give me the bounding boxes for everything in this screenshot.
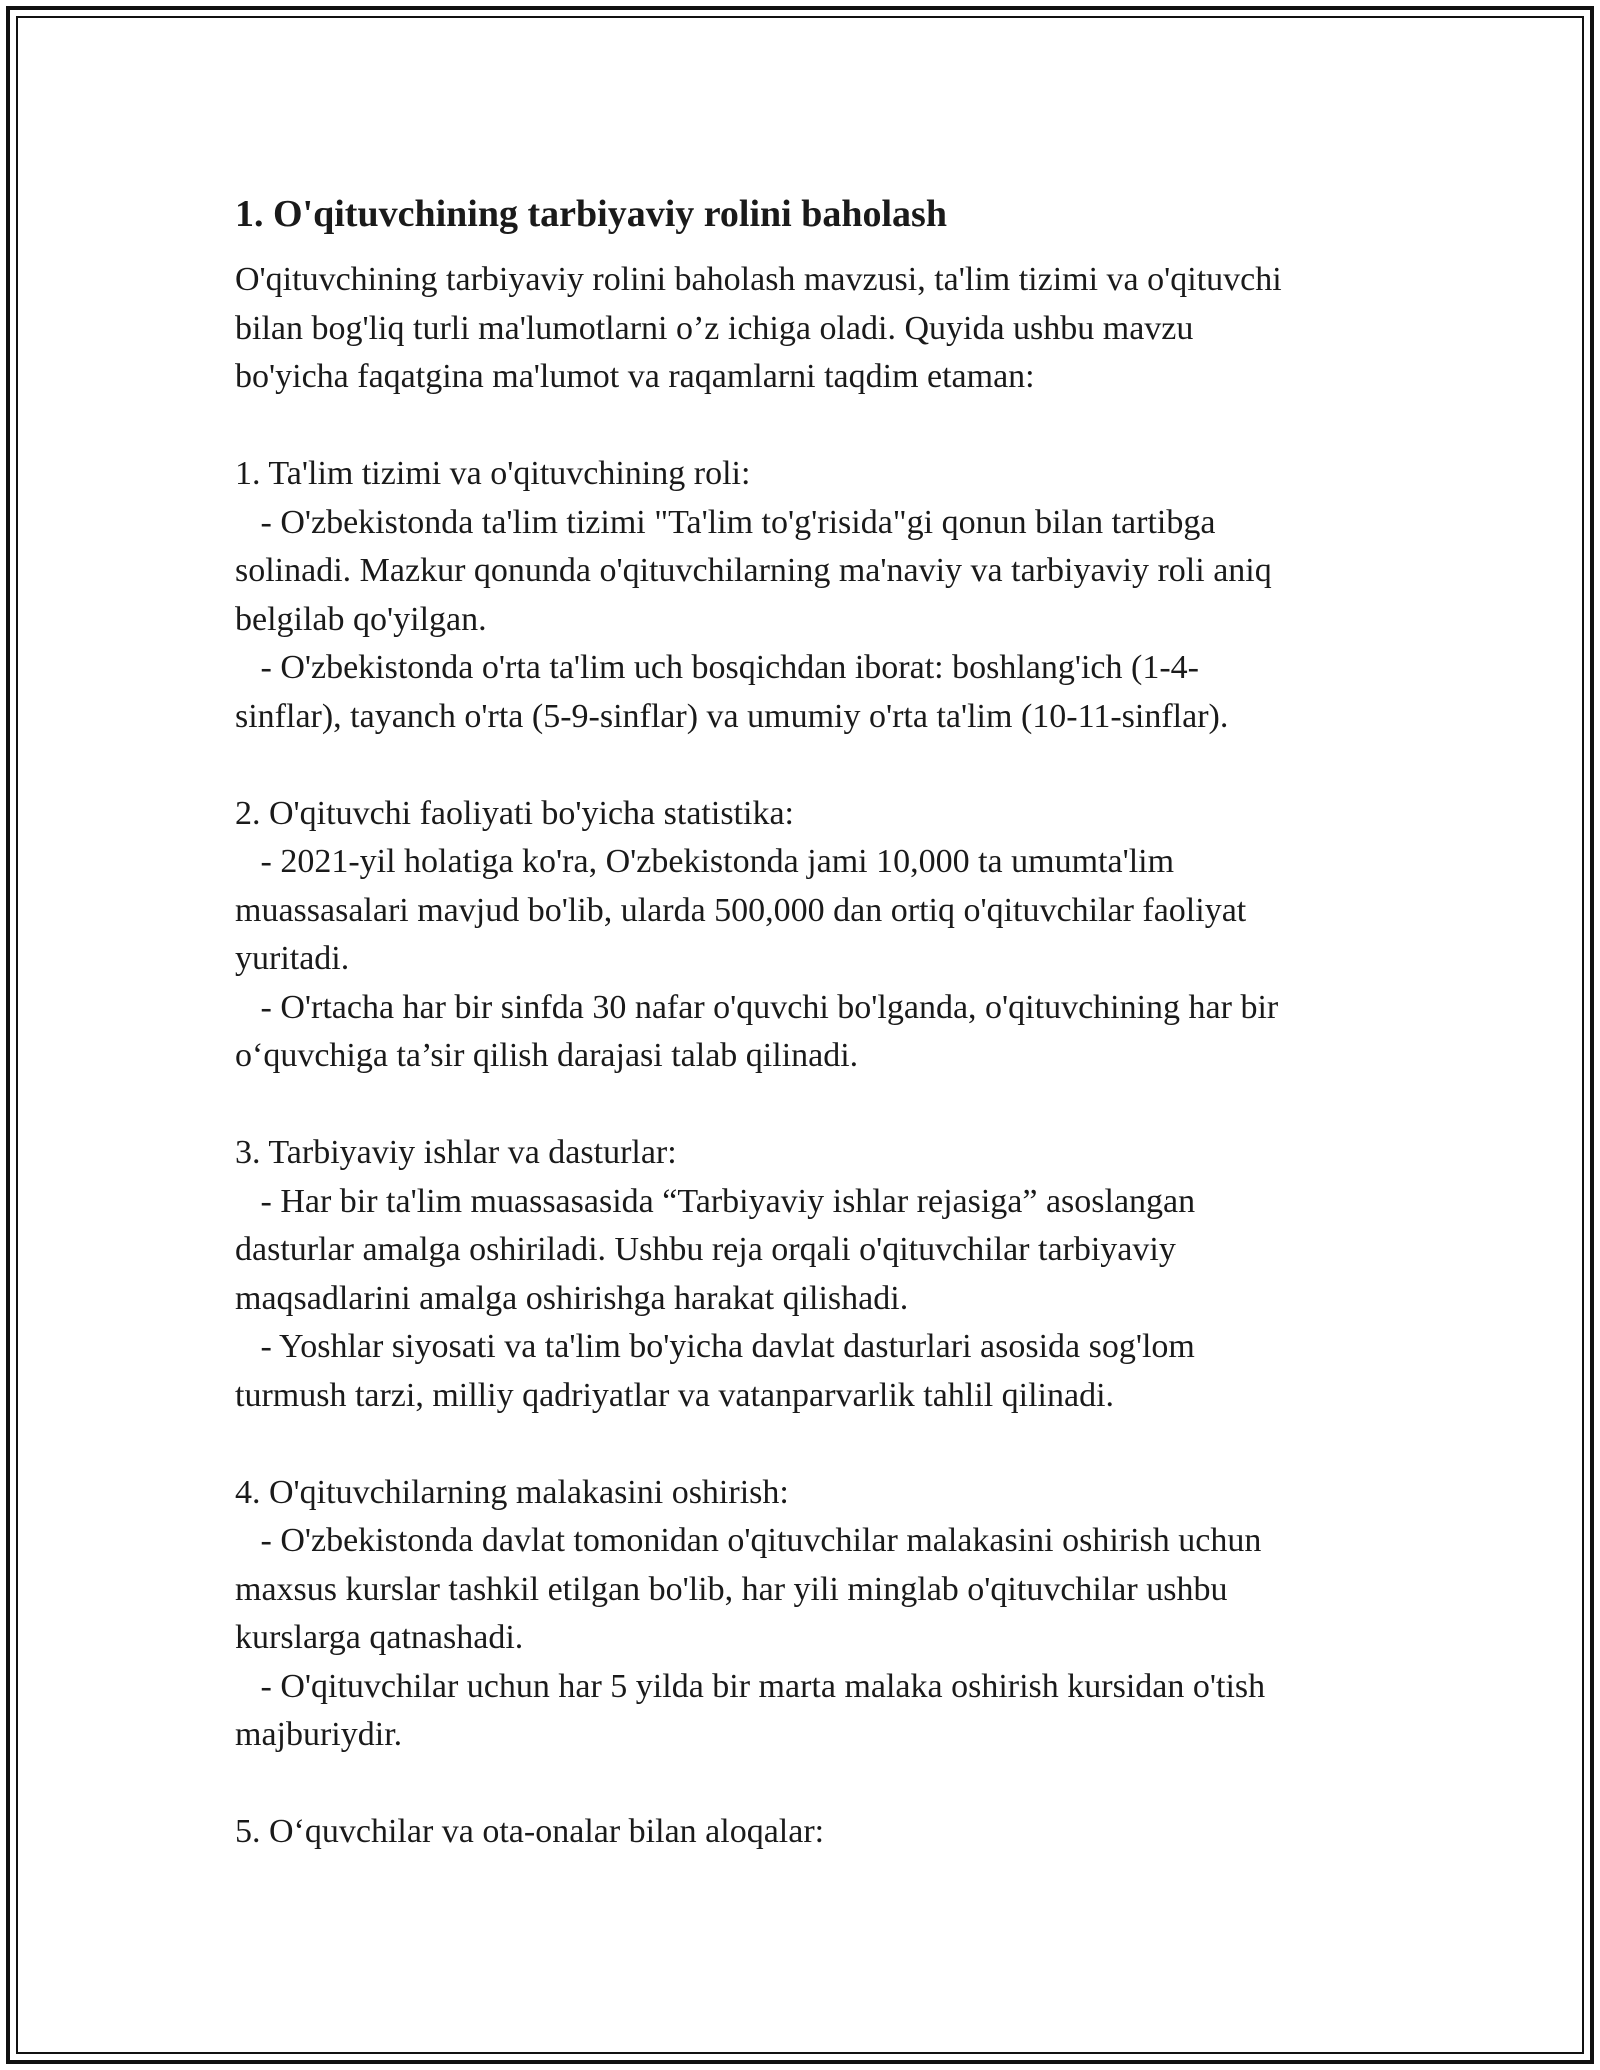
document-content (235, 188, 1395, 1857)
document-title: 1. O'qituvchining tarbiyaviy rolini baholash (235, 193, 947, 235)
document-body: O'qituvchining tarbiyaviy rolini baholash mavzusi, ta'lim tizimi va o'qituvchi bilan bog'liq turli ma'lumotlarni o’z ichiga oladi. Quyida ushbu mavzu bo'yicha faqatgina ma'lumot va raqamlarni taqdim etaman: 1. Ta'lim tizimi va o'qituvchining roli: - O'zbekistonda ta'lim tizimi "Ta'lim to'g'risida"gi qonun bilan tartibga solinadi. Mazkur qonunda o'qituvchilarning ma'naviy va tarbiyaviy roli aniq belgilab qo'yilgan. - O'zbekistonda o'rta ta'lim uch bosqichdan iborat: boshlang'ich (1-4- sinflar), tayanch o'rta (5-9-sinflar) va umumiy o'rta ta'lim (10-11-sinflar). 2. O'qituvchi faoliyati bo'yicha statistika: - 2021-yil holatiga ko'ra, O'zbekistonda jami 10,000 ta umumta'lim muassasalari mavjud bo'lib, ularda 500,000 dan ortiq o'qituvchilar faoliyat yuritadi. - O'rtacha har bir sinfda 30 nafar o'quvchi bo'lganda, o'qituvchining har bir o‘quvchiga ta’sir qilish darajasi talab qilinadi. 3. Tarbiyaviy ishlar va dasturlar: - Har bir ta'lim muassasasida “Tarbiyaviy ishlar rejasiga” asoslangan dasturlar amalga oshiriladi. Ushbu reja orqali o'qituvchilar tarbiyaviy maqsadlarini amalga oshirishga harakat qilishadi. - Yoshlar siyosati va ta'lim bo'yicha davlat dasturlari asosida sog'lom turmush tarzi, milliy qadriyatlar va vatanparvarlik tahlil qilinadi. 4. O'qituvchilarning malakasini oshirish: - O'zbekistonda davlat tomonidan o'qituvchilar malakasini oshirish uchun maxsus kurslar tashkil etilgan bo'lib, har yili minglab o'qituvchilar ushbu kurslarga qatnashadi. - O'qituvchilar uchun har 5 yilda bir marta malaka oshirish kursidan o'tish majburiydir. 5. O‘quvchilar va ota-onalar bilan aloqalar: (235, 261, 1282, 1850)
